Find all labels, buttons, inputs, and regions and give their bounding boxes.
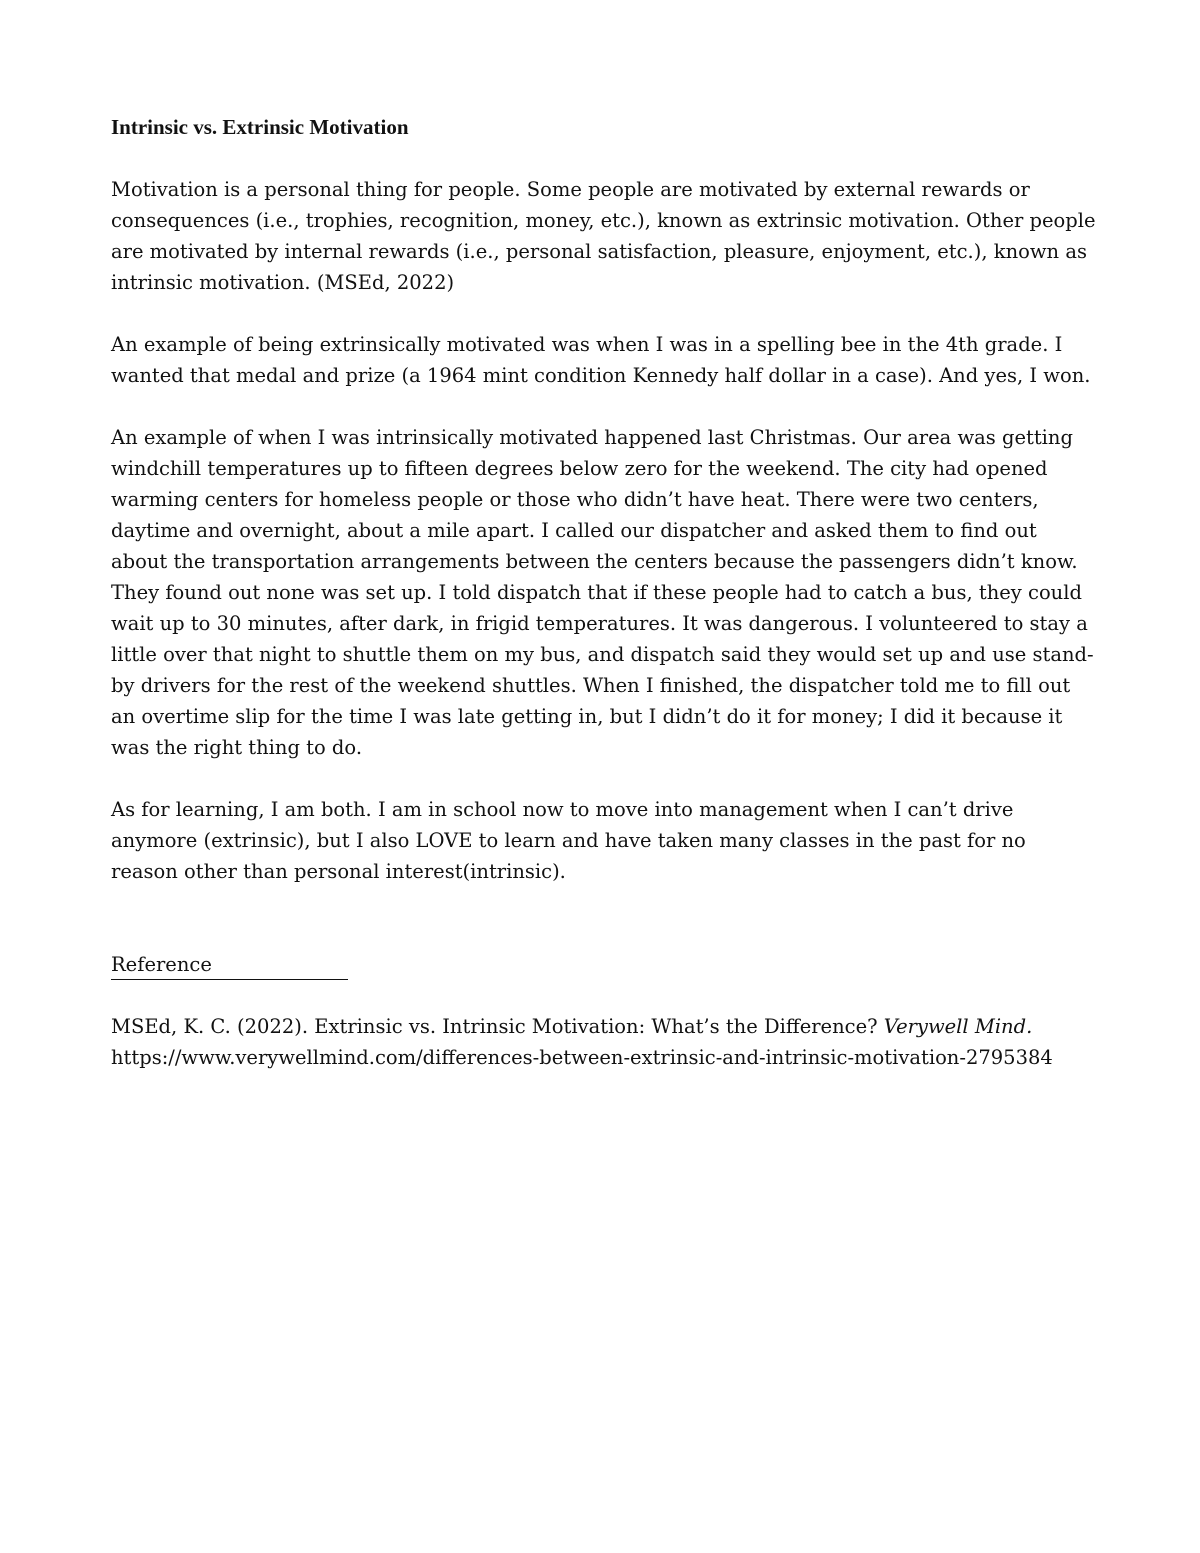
citation-text: MSEd, K. C. (2022). Extrinsic vs. Intrinsic Motivation: What’s the Difference? bbox=[111, 1015, 884, 1038]
document-title: Intrinsic vs. Extrinsic Motivation bbox=[111, 115, 409, 139]
reference-citation bbox=[111, 1011, 1096, 1073]
paragraph-learning: As for learning, I am both. I am in school now to move into management when I can’t drive anymore (extrinsic), but I also LOVE to learn and have taken many classes in the past for no reason other than personal interest(intrinsic). bbox=[111, 798, 1026, 883]
paragraph-intrinsic-example: An example of when I was intrinsically motivated happened last Christmas. Our area was getting windchill temperatures up to fifteen degrees below zero for the weekend. The city had opened warming centers for homeless people or those who didn’t have heat. There were two centers, daytime and overnight, about a mile apart. I called our dispatcher and asked them to find out about the transportation arrangements between the centers because the passengers didn’t know. They found out none was set up. I told dispatch that if these people had to catch a bus, they could wait up to 30 minutes, after dark, in frigid temperatures. It was dangerous. I volunteered to stay a little over that night to shuttle them on my bus, and dispatch said they would set up and use stand-by drivers for the rest of the weekend shuttles. When I finished, the dispatcher told me to fill out an overtime slip for the time I was late getting in, but I didn’t do it for money; I did it because it was the right thing to do. bbox=[111, 426, 1094, 759]
document-body bbox=[111, 112, 1096, 1073]
reference-section bbox=[111, 949, 1096, 980]
paragraph-extrinsic-example: An example of being extrinsically motivated was when I was in a spelling bee in the 4th grade. I wanted that medal and prize (a 1964 mint condition Kennedy half dollar in a case). And yes, I won. bbox=[111, 333, 1091, 387]
reference-heading: Reference bbox=[111, 951, 348, 980]
citation-source: Verywell Mind. bbox=[883, 1015, 1033, 1038]
citation-url[interactable]: https://www.verywellmind.com/differences-between-extrinsic-and-intrinsic-motivation-2795384 bbox=[111, 1046, 1053, 1069]
paragraph-definition: Motivation is a personal thing for people. Some people are motivated by external rewards or consequences (i.e., trophies, recognition, money, etc.), known as extrinsic motivation. Other people are motivated by internal rewards (i.e., personal satisfaction, pleasure, enjoyment, etc.), known as intrinsic motivation. (MSEd, 2022) bbox=[111, 178, 1096, 294]
